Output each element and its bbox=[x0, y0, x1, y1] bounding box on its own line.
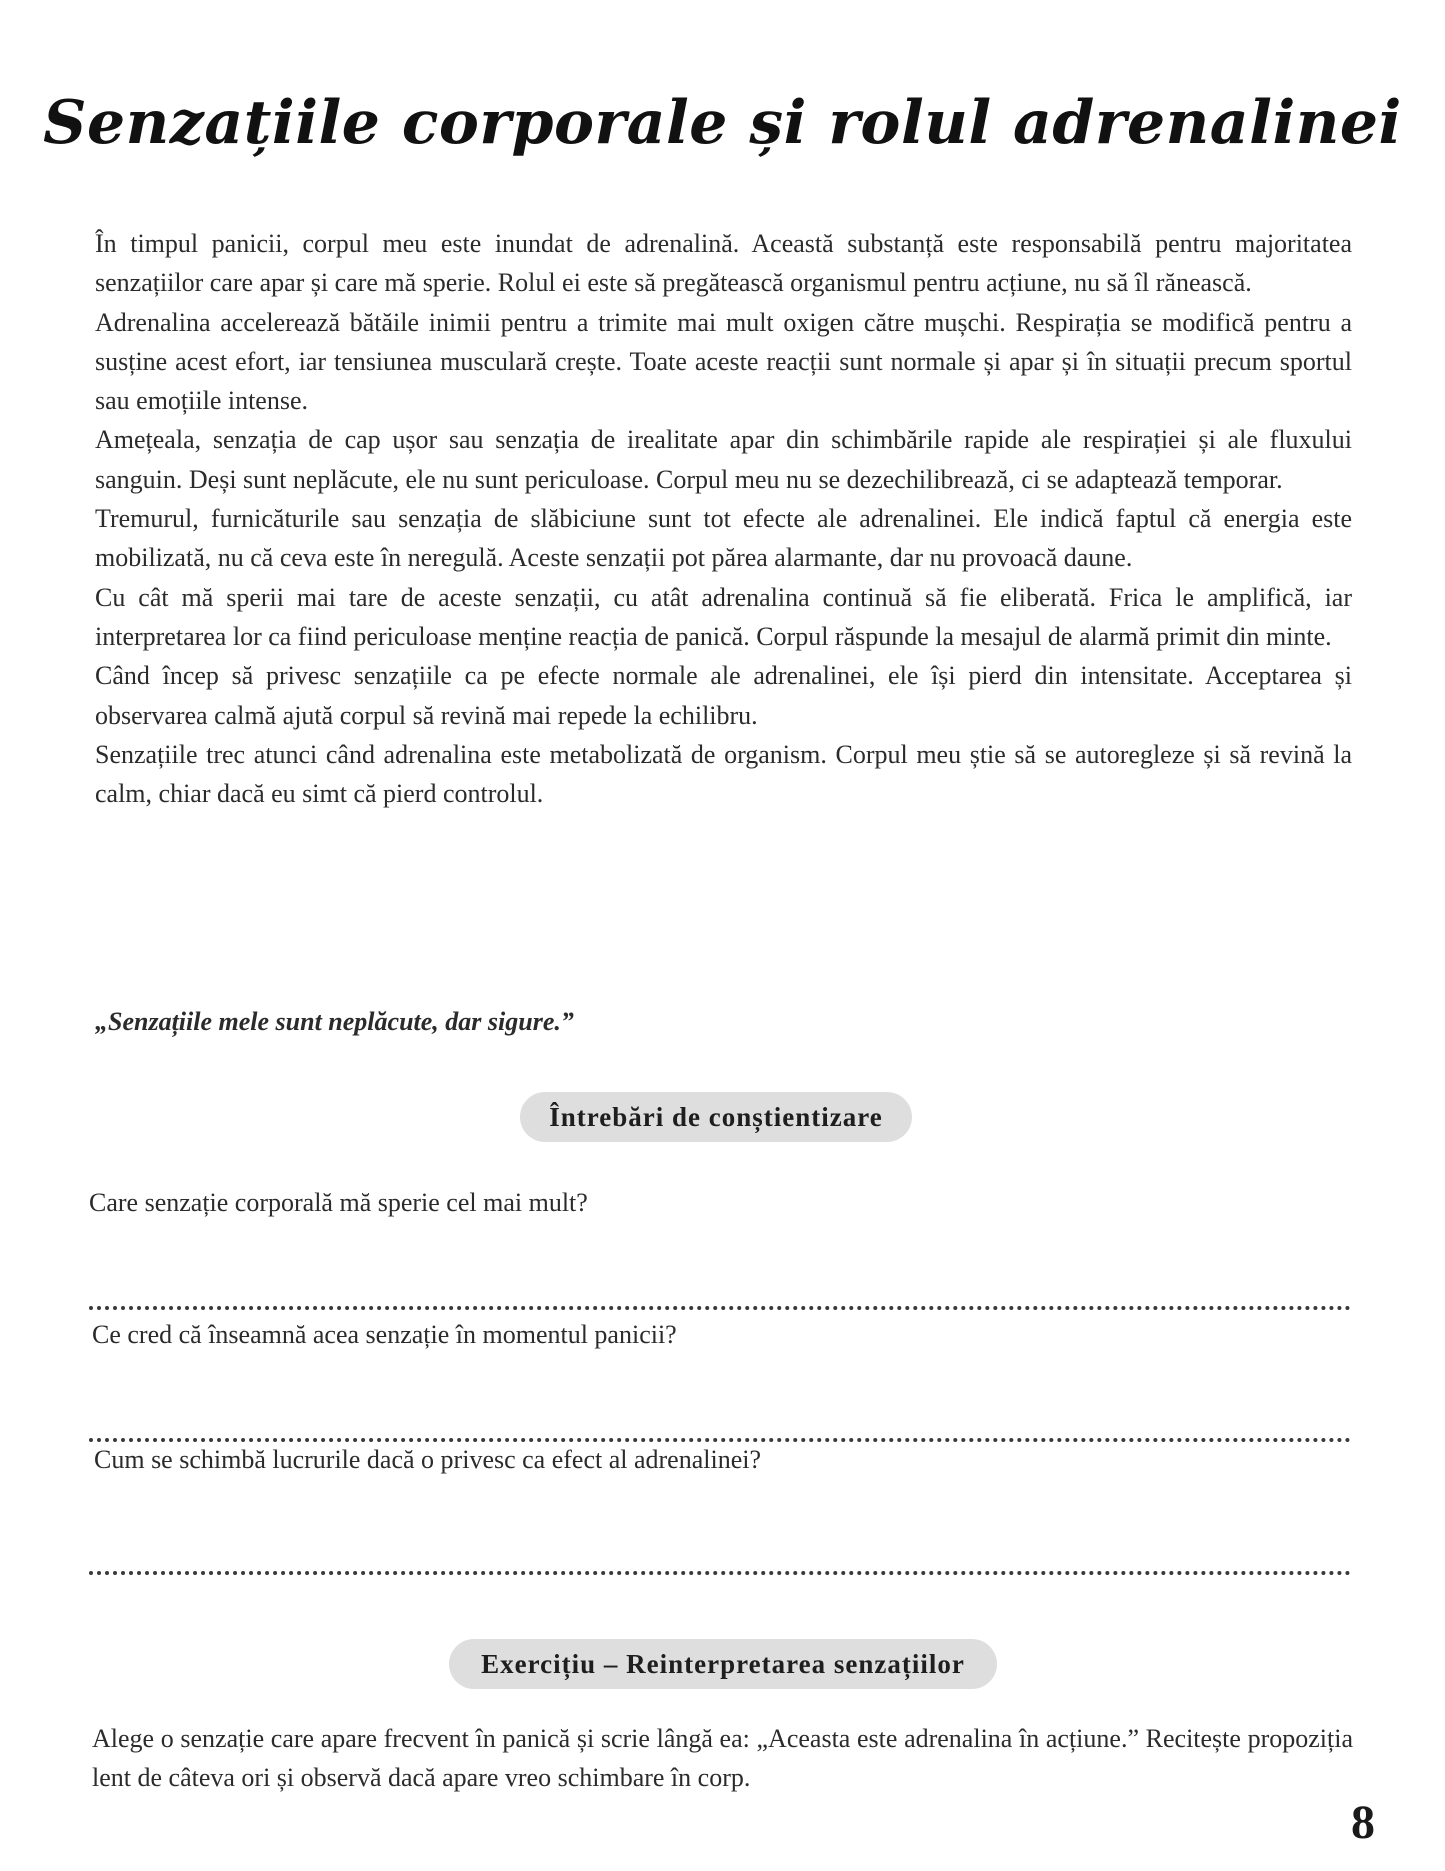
page-number: 8 bbox=[1351, 1796, 1375, 1849]
paragraph: Când încep să privesc senzațiile ca pe efecte normale ale adrenalinei, ele își pierd din intensitate. Acceptarea și observarea calmă ajută corpul să revină mai repede la echilibru. bbox=[95, 661, 1352, 730]
paragraph: Senzațiile trec atunci când adrenalina este metabolizată de organism. Corpul meu știe să se autoregleze și să revină la calm, chiar dacă eu simt că pierd controlul. bbox=[95, 739, 1352, 809]
paragraph: Tremurul, furnicăturile sau senzația de slăbiciune sunt tot efecte ale adrenalinei. Ele indică faptul că energia este mobilizată, nu că ceva este în neregulă. Aceste senzații pot părea alarmante, dar nu provoacă daune. bbox=[95, 504, 1352, 573]
paragraph: Amețeala, senzația de cap ușor sau senzația de irealitate apar din schimbările rapide ale respirației și ale fluxului sanguin. Deși sunt neplăcute, ele nu sunt periculoase. Corpul meu nu se dezechilibrează, ci se adaptează temporar. bbox=[95, 425, 1352, 494]
answer-line[interactable] bbox=[89, 1571, 1351, 1575]
answer-line[interactable] bbox=[89, 1438, 1351, 1442]
answer-line[interactable] bbox=[89, 1306, 1351, 1310]
awareness-questions-heading: Întrebări de conștientizare bbox=[520, 1092, 912, 1142]
affirmation-quote: „Senzațiile mele sunt neplăcute, dar sigure.” bbox=[95, 1007, 574, 1036]
exercise-heading: Exercițiu – Reinterpretarea senzațiilor bbox=[449, 1639, 997, 1689]
awareness-question: Cum se schimbă lucrurile dacă o privesc ca efect al adrenalinei? bbox=[94, 1445, 762, 1474]
paragraph: Cu cât mă sperii mai tare de aceste senzații, cu atât adrenalina continuă să fie eliberată. Frica le amplifică, iar interpretarea lor ca fiind periculoase menține reacția de panică. Corpul răspunde la mesajul de alarmă primit din minte. bbox=[95, 582, 1352, 651]
body-text bbox=[95, 224, 1352, 813]
awareness-question: Care senzație corporală mă sperie cel mai mult? bbox=[89, 1188, 588, 1217]
paragraph: Adrenalina accelerează bătăile inimii pentru a trimite mai mult oxigen către mușchi. Respirația se modifică pentru a susține acest efort, iar tensiunea musculară crește. Toate aceste reacții sunt normale și apar și în situații precum sportul sau emoțiile intense. bbox=[95, 307, 1352, 416]
paragraph: În timpul panicii, corpul meu este inundat de adrenalină. Această substanță este responsabilă pentru majoritatea senzațiilor care apar și care mă sperie. Rolul ei este să pregătească organismul pentru acțiune, nu să îl rănească. bbox=[95, 229, 1352, 298]
awareness-question: Ce cred că înseamnă acea senzație în momentul panicii? bbox=[92, 1320, 677, 1349]
page-title: Senzațiile corporale și rolul adrenalinei bbox=[43, 88, 1402, 158]
exercise-text: Alege o senzație care apare frecvent în panică și scrie lângă ea: „Aceasta este adrenalina în acțiune.” Recitește propoziția lent de câteva ori și observă dacă apare vreo schimbare în corp. bbox=[92, 1724, 1353, 1792]
